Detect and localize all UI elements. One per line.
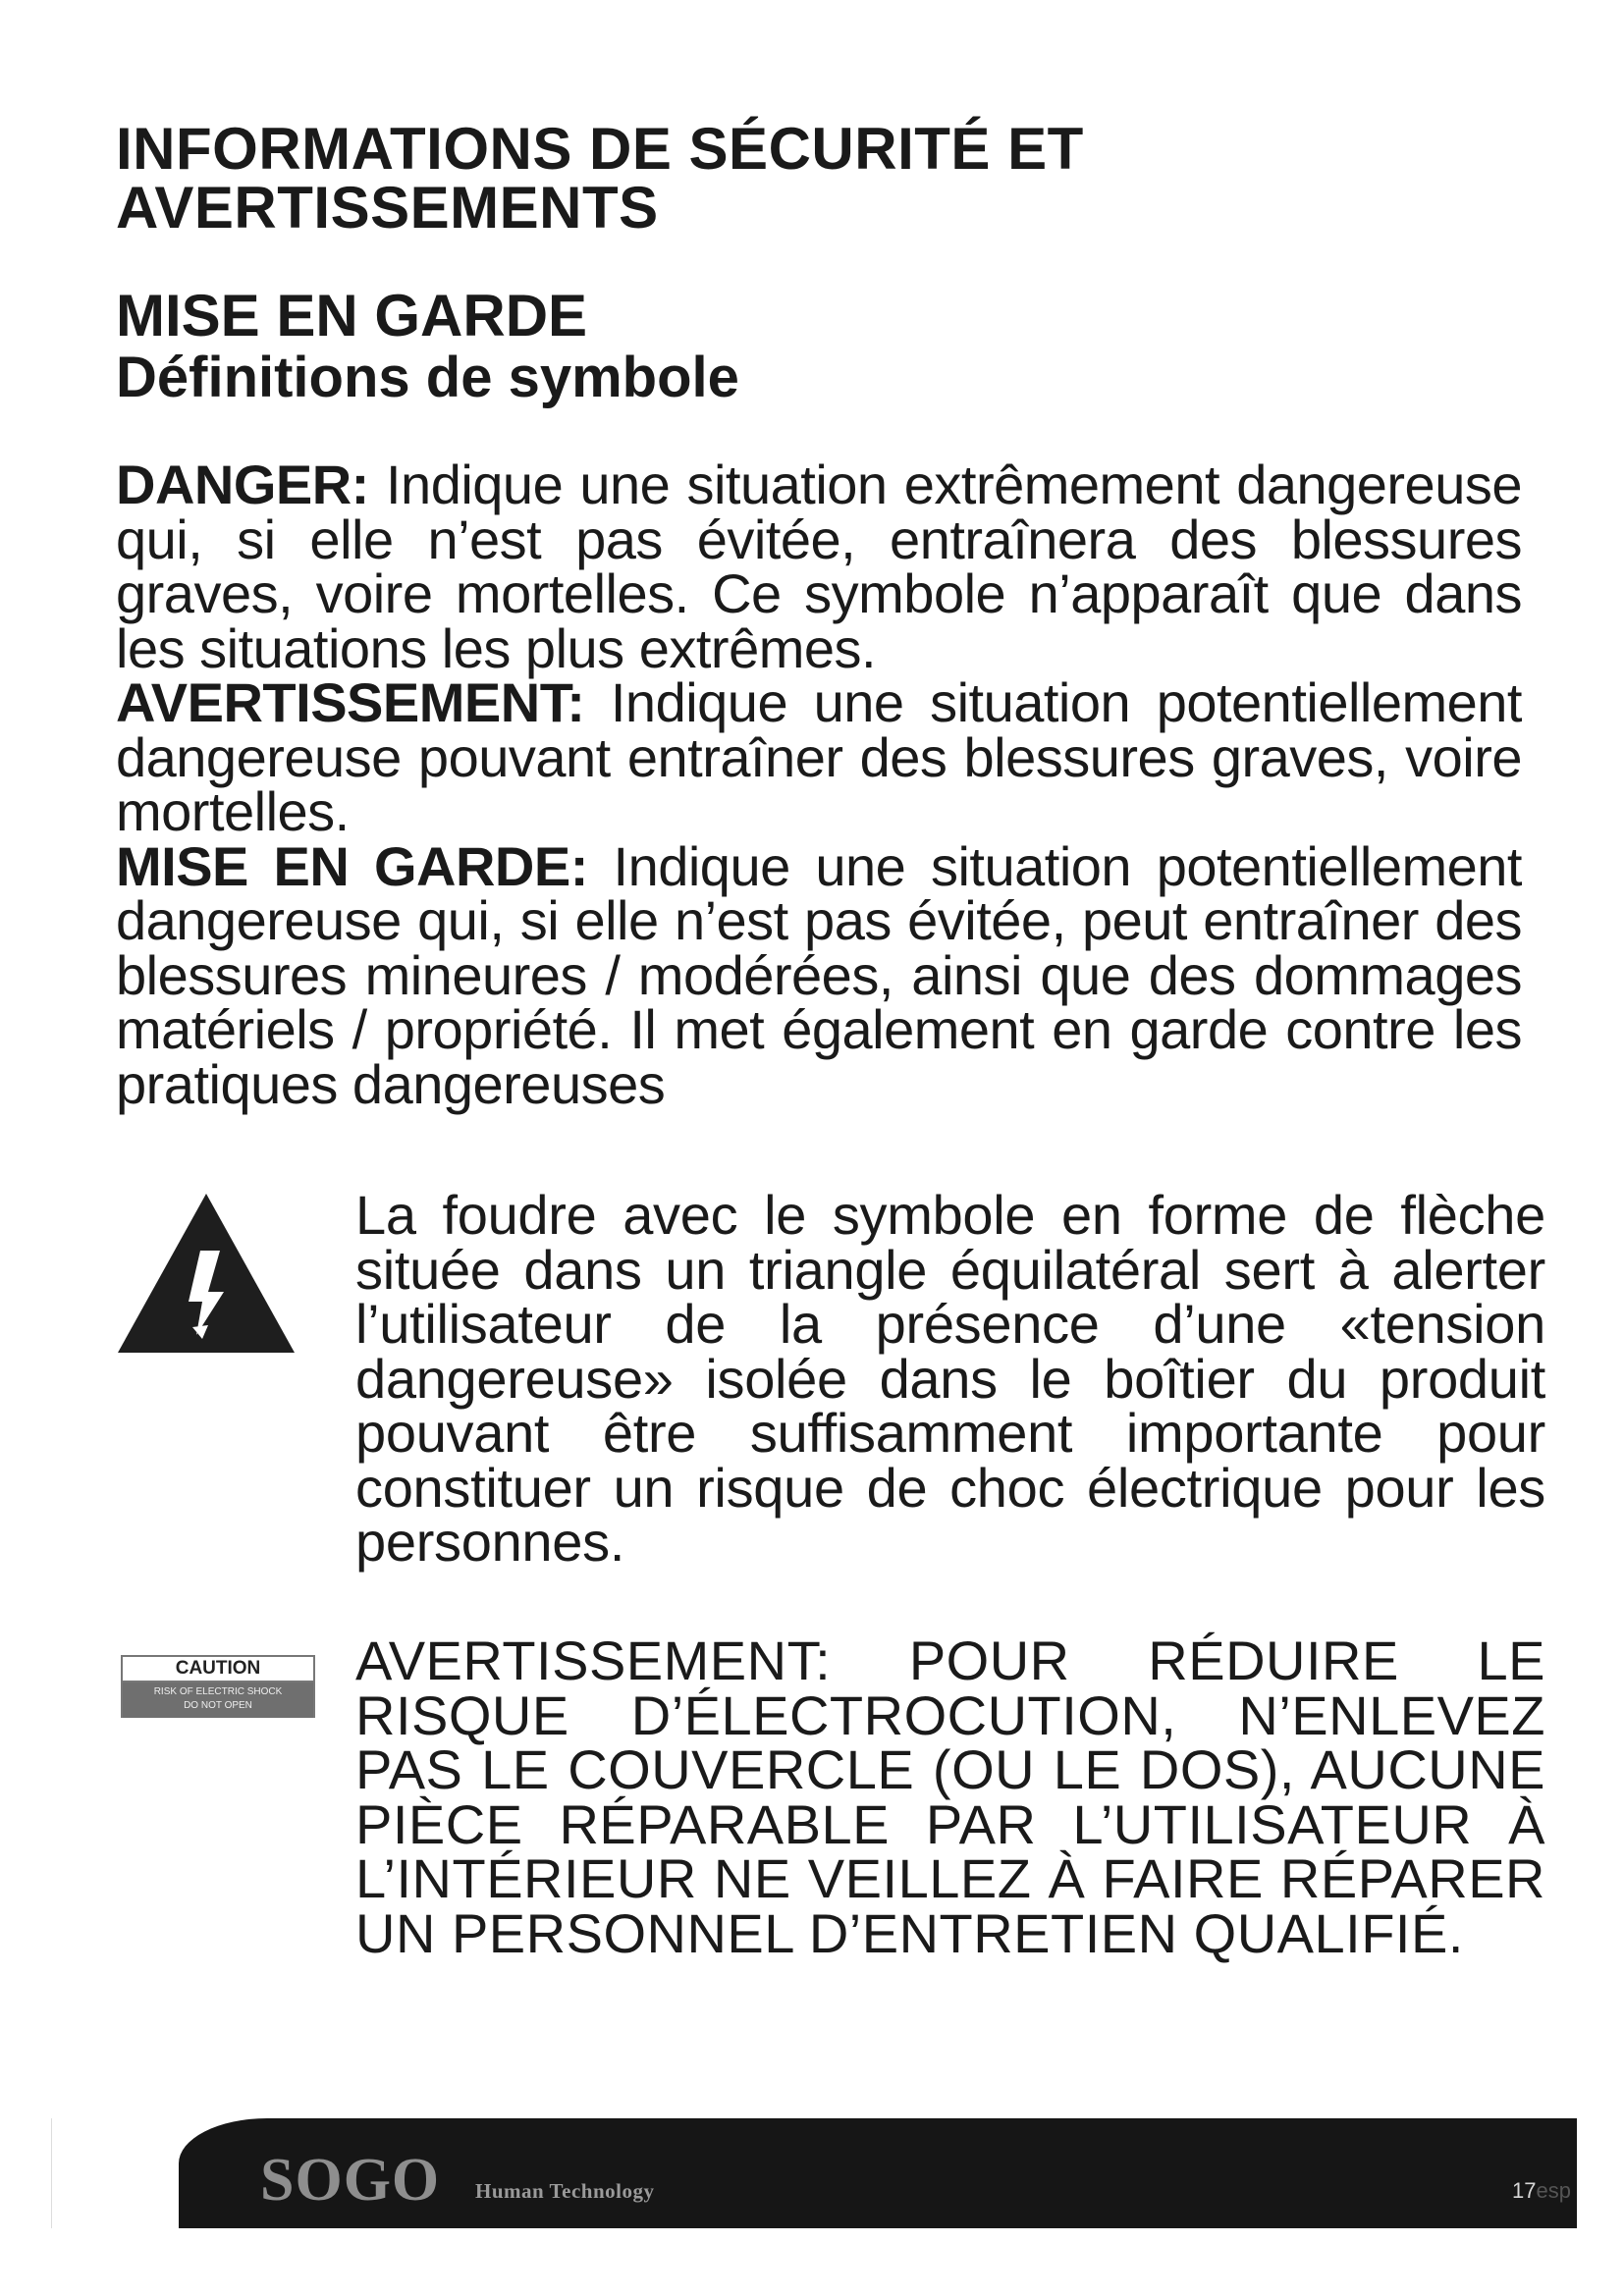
definition-caution — [116, 834, 1522, 1115]
definition-term: AVERTISSEMENT: — [116, 671, 585, 733]
caution-label-line: DO NOT OPEN — [184, 1700, 252, 1711]
definition-warning — [116, 671, 1522, 842]
definition-text: Indique une situation potentiellement dangereuse pouvant entraîner des blessures graves, voire mortelles. — [116, 671, 1522, 842]
subsection-title: Définitions de symbole — [116, 346, 739, 409]
page-title: INFORMATIONS DE SÉCURITÉ ET AVERTISSEMENTS — [116, 116, 1084, 240]
high-voltage-warning-triangle-icon — [114, 1190, 298, 1357]
definition-text: Indique une situation extrêmement dangereuse qui, si elle n’est pas évitée, entraînera des blessures graves, voire mortelles. Ce symbole n’apparaît que dans les situations les plus extrêmes. — [116, 454, 1522, 679]
caution-warning-text: AVERTISSEMENT: POUR RÉDUIRE LE RISQUE D’ÉLECTROCUTION, N’ENLEVEZ PAS LE COUVERCLE (OU LE DOS), AUCUNE PIÈCE RÉPARABLE PAR L’UTILISATEUR À L’INTÉRIEUR NE VEILLEZ À FAIRE RÉPARER UN PERSONNEL D’ENTRETIEN QUALIFIÉ. — [355, 1629, 1545, 1964]
lightning-symbol-description: La foudre avec le symbole en forme de flèche située dans un triangle équilatéral sert à alerter l’utilisateur de la présence d’une «tension dangereuse» isolée dans le boîtier du produit pouvant être suffisamment importante pour constituer un risque de choc électrique pour les personnes. — [355, 1184, 1545, 1573]
symbol-definitions — [116, 454, 1522, 1115]
page-number — [1512, 2178, 1571, 2204]
definition-text: Indique une situation potentiellement dangereuse qui, si elle n’est pas évitée, peut entraîner des blessures mineures / modérées, ainsi que des dommages matériels / propriété. Il met également en garde contre les pratiques dangereuses — [116, 834, 1522, 1115]
definition-danger — [116, 454, 1522, 679]
caution-label-body — [123, 1682, 313, 1718]
section-title: MISE EN GARDE — [116, 283, 588, 348]
brand-logo: SOGO — [260, 2147, 441, 2214]
brand-tagline: Human Technology — [475, 2179, 655, 2203]
definition-term: MISE EN GARDE: — [116, 834, 588, 897]
page-number-value: 17 — [1512, 2178, 1537, 2203]
caution-label-line: RISK OF ELECTRIC SHOCK — [153, 1686, 283, 1697]
caution-label-title: CAUTION — [123, 1657, 313, 1682]
page-number-suffix: esp — [1536, 2178, 1571, 2203]
caution-label-icon — [121, 1655, 315, 1718]
definition-term: DANGER: — [116, 454, 369, 515]
footer-divider — [51, 2118, 52, 2228]
